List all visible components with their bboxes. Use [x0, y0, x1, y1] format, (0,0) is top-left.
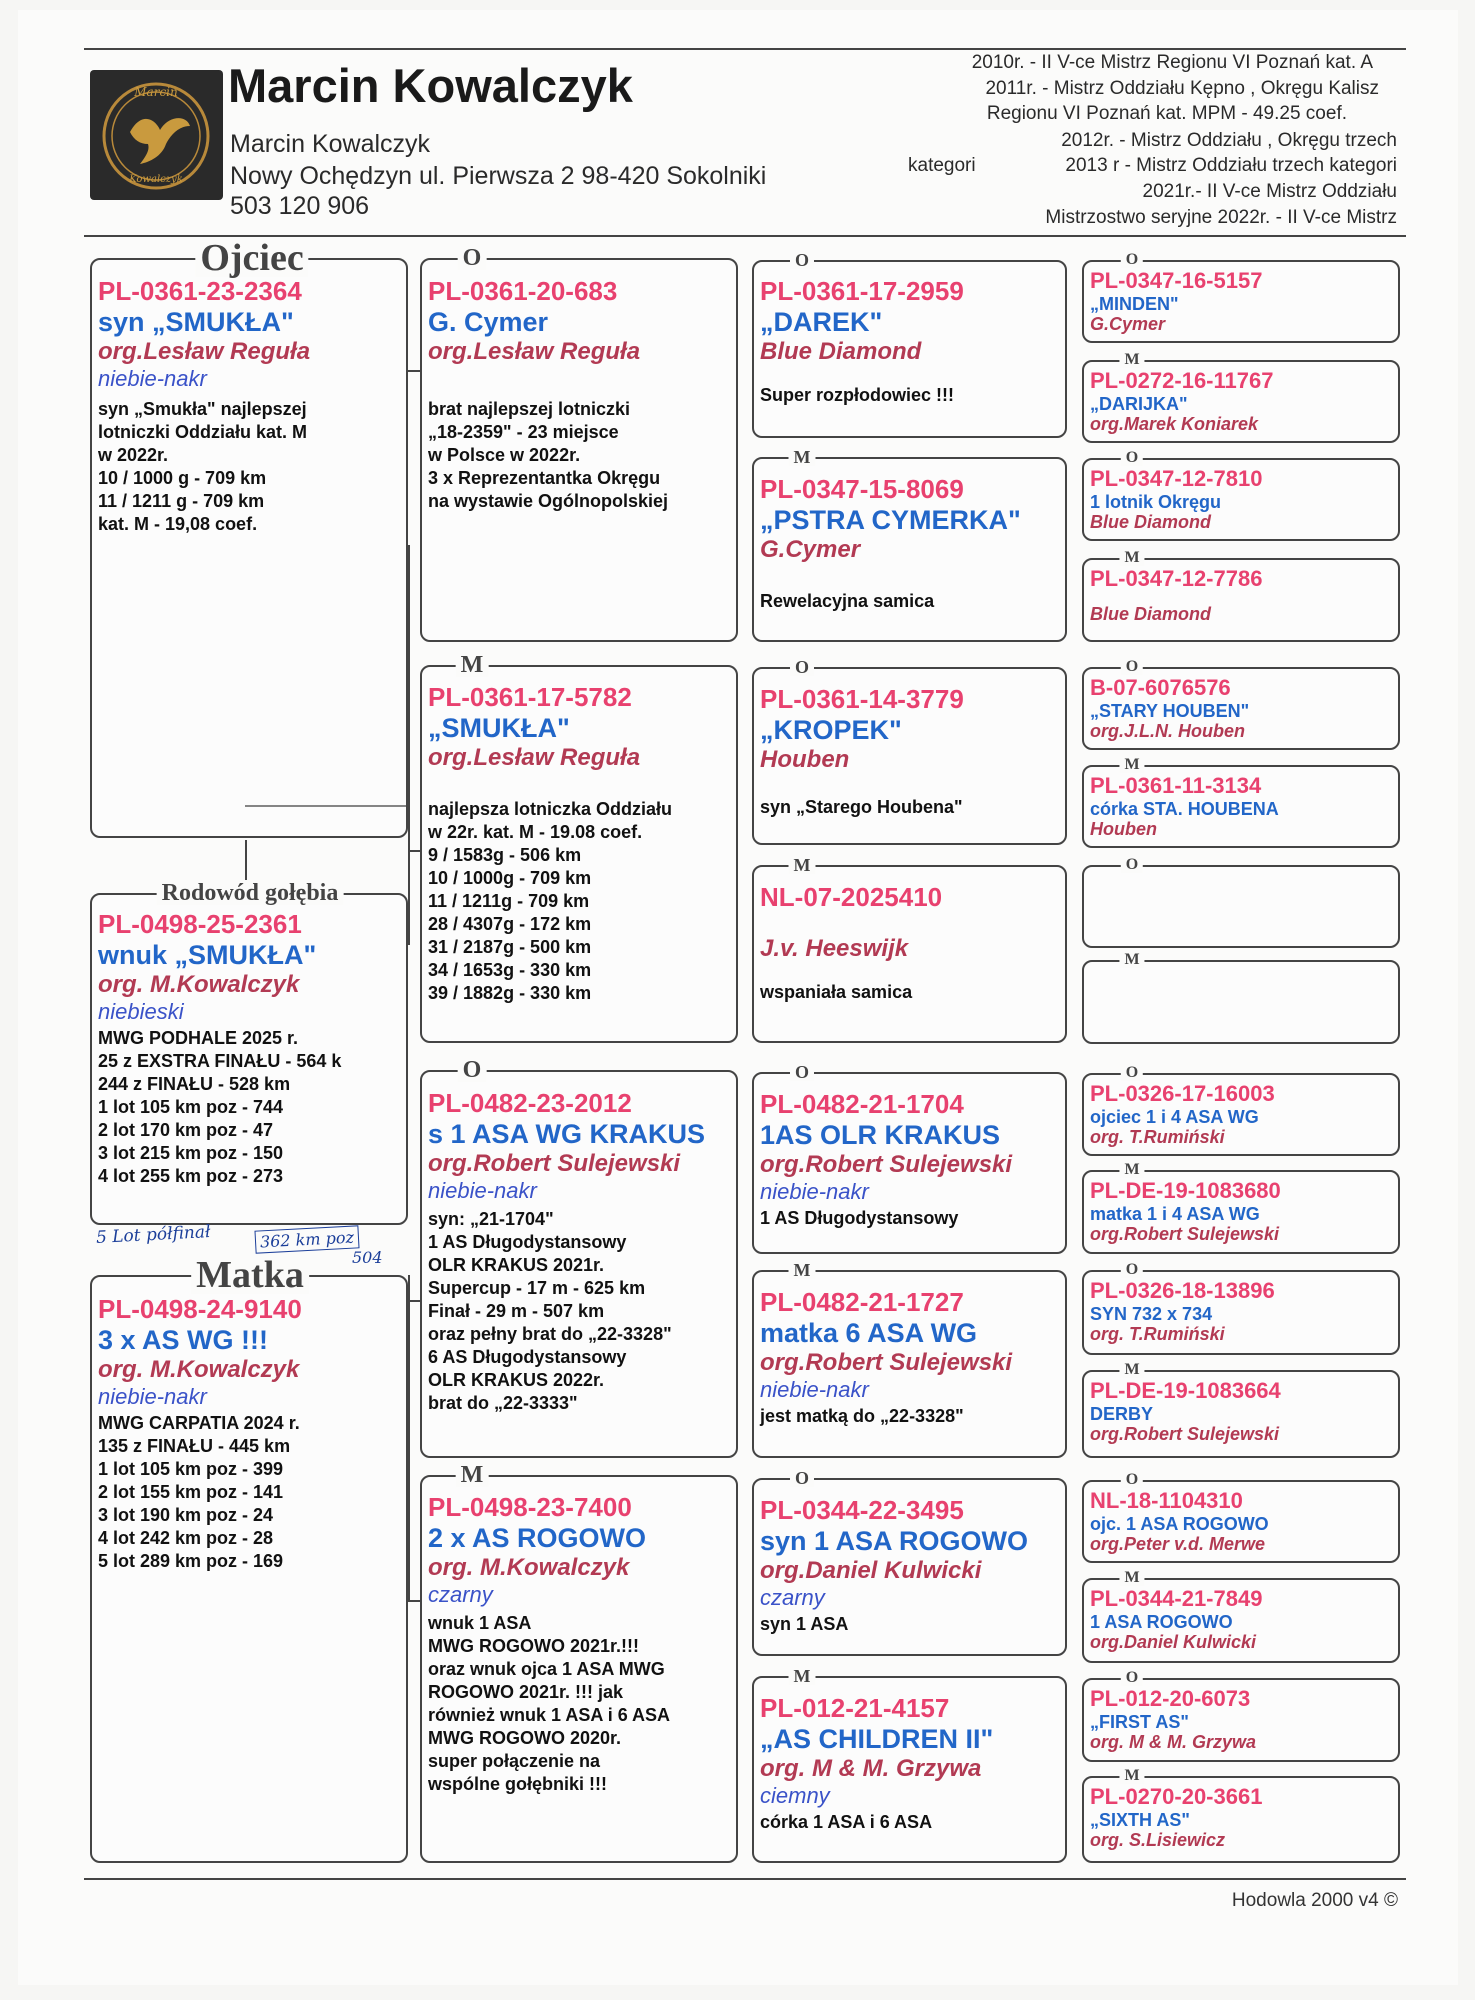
ring-number: NL-18-1104310: [1090, 1488, 1243, 1513]
o-label: O: [790, 251, 814, 269]
ring-number: PL-0326-18-13896: [1090, 1278, 1275, 1303]
pigeon-name: „FIRST AS": [1090, 1712, 1189, 1732]
father-label: Ojciec: [195, 239, 308, 277]
software-footer: Hodowla 2000 v4 ©: [1231, 1890, 1398, 1911]
o-label: O: [1121, 857, 1143, 873]
pigeon-name: 3 x AS WG !!!: [98, 1325, 269, 1355]
pigeon-name: syn „SMUKŁA": [98, 307, 294, 337]
m-label: M: [1119, 352, 1144, 368]
pigeon-notes: wnuk 1 ASA MWG ROGOWO 2021r.!!! oraz wnuk ojca 1 ASA MWG ROGOWO 2021r. !!! jak również wnuk 1 ASA i 6 ASA MWG ROGOWO 2020r. super połączenie na wspólne gołębniki !!!: [428, 1613, 671, 1794]
achievement-line: 2011r. - Mistrz Oddziału Kępno , Okręgu Kalisz: [985, 78, 1379, 99]
pigeon-fmf: [752, 680, 1067, 845]
connector: [245, 840, 247, 880]
pigeon-notes: syn 1 ASA: [760, 1614, 849, 1634]
pigeon-name: „DARIJKA": [1090, 394, 1188, 414]
pigeon-mfm: [752, 1283, 1067, 1458]
breeder: org. M.Kowalczyk: [428, 1554, 630, 1581]
breeder: org.Robert Sulejewski: [760, 1151, 1013, 1178]
pigeon-notes: Rewelacyjna samica: [760, 591, 935, 611]
achievement-line: 2021r.- II V-ce Mistrz Oddziału: [1142, 181, 1397, 202]
pigeon-name: wnuk „SMUKŁA": [98, 940, 317, 970]
pigeon-g4: [1082, 564, 1400, 642]
breeder: org. S.Lisiewicz: [1090, 1830, 1226, 1850]
plumage-color: niebie-nakr: [98, 1384, 207, 1409]
breeder: G.Cymer: [1090, 314, 1166, 334]
pigeon-father: [90, 272, 408, 838]
o-label: O: [1121, 1670, 1143, 1686]
pigeon-name: ojciec 1 i 4 ASA WG: [1090, 1107, 1259, 1127]
pigeon-name: SYN 732 x 734: [1090, 1304, 1213, 1324]
o-label: O: [790, 1469, 814, 1487]
breeder: org. T.Rumiński: [1090, 1127, 1225, 1147]
ring-number: PL-0344-21-7849: [1090, 1586, 1263, 1611]
breeder: org.Lesław Reguła: [98, 338, 311, 365]
pigeon-fff: [752, 272, 1067, 438]
m-label: M: [1119, 1570, 1144, 1586]
achievement-line: kategori: [908, 155, 976, 176]
breeder: Houben: [760, 746, 850, 773]
breeder: org.Daniel Kulwicki: [1090, 1632, 1257, 1652]
o-label: O: [458, 246, 487, 270]
breeder: org.Daniel Kulwicki: [760, 1557, 982, 1584]
ring-number: PL-0498-23-7400: [428, 1492, 632, 1522]
o-label: O: [1121, 450, 1143, 466]
owner-address: Nowy Ochędzyn ul. Pierwsza 2 98-420 Sokolniki: [230, 162, 767, 190]
pigeon-ff: [420, 272, 738, 642]
breeder: Blue Diamond: [760, 338, 922, 365]
pigeon-name: s 1 ASA WG KRAKUS: [428, 1119, 706, 1149]
m-label: M: [789, 448, 816, 466]
svg-text:Marcin: Marcin: [134, 85, 178, 99]
breeder: org.Peter v.d. Merwe: [1090, 1534, 1266, 1554]
pedigree-label: Rodowód gołębia: [157, 881, 344, 905]
breeder: Blue Diamond: [1090, 604, 1212, 624]
breeder: org.Robert Sulejewski: [1090, 1224, 1280, 1244]
g8-box: [1082, 960, 1400, 1044]
dove-logo-icon: [90, 70, 223, 200]
pigeon-mmm: [752, 1689, 1067, 1863]
pigeon-notes: najlepsza lotniczka Oddziału w 22r. kat. M - 19.08 coef. 9 / 1583g - 506 km 10 / 1000g - 709 km 11 / 1211g - 709 km 28 / 4307g - 172 km 31 / 2187g - 500 km 34 / 1653g - 330 km 39 / 1882g - 330 km: [428, 799, 673, 1003]
ring-number: PL-0482-23-2012: [428, 1088, 632, 1118]
pigeon-mf: [420, 1084, 738, 1458]
pigeon-g2: [1082, 366, 1400, 443]
breeder: org.Robert Sulejewski: [1090, 1424, 1280, 1444]
ring-number: PL-0498-25-2361: [98, 909, 302, 939]
pigeon-g6: [1082, 771, 1400, 848]
pigeon-notes: brat najlepszej lotniczki „18-2359" - 23 miejsce w Polsce w 2022r. 3 x Reprezentantka Okręgu na wystawie Ogólnopolskiej: [428, 399, 669, 511]
svg-text:Kowalczyk: Kowalczyk: [129, 174, 183, 185]
pigeon-g5: [1082, 673, 1400, 750]
pigeon-name: 2 x AS ROGOWO: [428, 1523, 647, 1553]
pigeon-name: matka 1 i 4 ASA WG: [1090, 1204, 1260, 1224]
pigeon-notes: Super rozpłodowiec !!!: [760, 385, 955, 405]
pigeon-mm: [420, 1488, 738, 1863]
pigeon-g12: [1082, 1376, 1400, 1458]
o-label: O: [790, 1063, 814, 1081]
pigeon-notes: 1 AS Długodystansowy: [760, 1208, 959, 1228]
achievement-line: 2012r. - Mistrz Oddziału , Okręgu trzech: [1061, 130, 1397, 151]
ring-number: PL-0347-12-7786: [1090, 566, 1263, 591]
owner-phone: 503 120 906: [230, 192, 370, 220]
ring-number: PL-0482-21-1727: [760, 1287, 964, 1317]
o-label: O: [1121, 1065, 1143, 1081]
handwritten-position: 504: [352, 1248, 383, 1267]
breeder: org. M & M. Grzywa: [760, 1755, 982, 1782]
m-label: M: [1119, 1362, 1144, 1378]
m-label: M: [1119, 1768, 1144, 1784]
m-label: M: [456, 1463, 489, 1487]
plumage-color: ciemny: [760, 1783, 830, 1808]
pigeon-name: G. Cymer: [428, 307, 549, 337]
plumage-color: niebie-nakr: [760, 1377, 869, 1402]
handwritten-km: 362 km poz: [254, 1225, 359, 1253]
ring-number: PL-0270-20-3661: [1090, 1784, 1263, 1809]
o-label: O: [1121, 1472, 1143, 1488]
top-rule: [84, 48, 1406, 50]
plumage-color: niebie-nakr: [760, 1179, 869, 1204]
o-label: O: [1121, 252, 1143, 268]
pigeon-notes: wspaniała samica: [760, 982, 913, 1002]
handwritten-note: 5 Lot półfinał: [95, 1222, 211, 1248]
pigeon-g14: [1082, 1584, 1400, 1663]
loft-logo: [90, 70, 223, 200]
connector: [408, 850, 420, 852]
pigeon-g10: [1082, 1176, 1400, 1254]
ring-number: PL-0272-16-11767: [1090, 368, 1274, 393]
m-label: M: [456, 653, 489, 677]
connector: [408, 370, 420, 372]
breeder: org.Lesław Reguła: [428, 338, 641, 365]
pigeon-mother: [90, 1290, 408, 1863]
pigeon-name: „AS CHILDREN II": [760, 1724, 994, 1754]
breeder: org. M & M. Grzywa: [1090, 1732, 1257, 1752]
pigeon-g9: [1082, 1079, 1400, 1156]
breeder: org.Robert Sulejewski: [760, 1349, 1013, 1376]
breeder: org. M.Kowalczyk: [98, 1356, 300, 1383]
o-label: O: [458, 1058, 487, 1082]
owner-name: Marcin Kowalczyk: [230, 130, 431, 158]
achievement-line: Mistrzostwo seryjne 2022r. - II V-ce Mistrz: [1045, 207, 1397, 228]
achievement-line: 2013 r - Mistrz Oddziału trzech kategori: [1065, 155, 1397, 176]
pigeon-name: DERBY: [1090, 1404, 1154, 1424]
pigeon-g3: [1082, 464, 1400, 541]
m-label: M: [789, 1261, 816, 1279]
ring-number: PL-0361-20-683: [428, 276, 618, 306]
pigeon-name: „STARY HOUBEN": [1090, 701, 1250, 721]
plumage-color: czarny: [428, 1582, 493, 1607]
connector: [408, 1300, 420, 1302]
plumage-color: niebieski: [98, 999, 184, 1024]
breeder: org. T.Rumiński: [1090, 1324, 1225, 1344]
breeder: org.Marek Koniarek: [1090, 414, 1259, 434]
pigeon-notes: syn: „21-1704" 1 AS Długodystansowy OLR KRAKUS 2021r. Supercup - 17 m - 625 km Finał - 29 m - 507 km oraz pełny brat do „22-3328" 6 AS Długodystansowy OLR KRAKUS 2022r. brat do „22-3333": [428, 1209, 672, 1413]
pigeon-notes: MWG PODHALE 2025 r. 25 z EXSTRA FINAŁU - 564 k 244 z FINAŁU - 528 km 1 lot 105 km poz - 744 2 lot 170 km poz - 47 3 lot 215 km poz - 150 4 lot 255 km poz - 273: [98, 1028, 342, 1186]
achievement-line: 2010r. - II V-ce Mistrz Regionu VI Poznań kat. A: [971, 52, 1373, 73]
m-label: M: [789, 1667, 816, 1685]
pigeon-g1: [1082, 266, 1400, 343]
m-label: M: [1119, 757, 1144, 773]
breeder: Blue Diamond: [1090, 512, 1212, 532]
ring-number: PL-0326-17-16003: [1090, 1081, 1275, 1106]
mother-label: Matka: [191, 1256, 309, 1294]
ring-number: PL-0361-11-3134: [1090, 773, 1262, 798]
ring-number: PL-0361-17-2959: [760, 276, 964, 306]
ring-number: PL-0347-16-5157: [1090, 268, 1263, 293]
ring-number: PL-0482-21-1704: [760, 1089, 964, 1119]
pigeon-subject: [90, 905, 408, 1225]
ring-number: NL-07-2025410: [760, 882, 943, 912]
pigeon-name: „MINDEN": [1090, 294, 1179, 314]
ring-number: PL-DE-19-1083680: [1090, 1178, 1281, 1203]
o-label: O: [1121, 659, 1143, 675]
m-label: M: [1119, 550, 1144, 566]
ring-number: PL-DE-19-1083664: [1090, 1378, 1281, 1403]
pigeon-g16: [1082, 1782, 1400, 1863]
pigeon-mff: [752, 1085, 1067, 1254]
ring-number: PL-0361-17-5782: [428, 682, 632, 712]
m-label: M: [1119, 952, 1144, 968]
m-label: M: [789, 856, 816, 874]
plumage-color: niebie-nakr: [98, 366, 207, 391]
pigeon-name: 1AS OLR KRAKUS: [760, 1120, 1001, 1150]
ring-number: PL-0344-22-3495: [760, 1495, 964, 1525]
breeder: org. M.Kowalczyk: [98, 971, 300, 998]
pigeon-notes: syn „Smukła" najlepszej lotniczki Oddziału kat. M w 2022r. 10 / 1000 g - 709 km 11 / 1211 g - 709 km kat. M - 19,08 coef.: [98, 399, 308, 534]
pigeon-g11: [1082, 1276, 1400, 1355]
ring-number: PL-0361-23-2364: [98, 276, 302, 306]
bottom-rule: [84, 1878, 1406, 1880]
pigeon-name: 1 ASA ROGOWO: [1090, 1612, 1233, 1632]
ring-number: PL-0347-15-8069: [760, 474, 964, 504]
g7-box: [1082, 865, 1400, 948]
pigeon-notes: jest matką do „22-3328": [760, 1406, 964, 1426]
connector: [408, 1600, 420, 1602]
pigeon-name: 1 lotnik Okręgu: [1090, 492, 1222, 512]
o-label: O: [1121, 1262, 1143, 1278]
pigeon-name: „SMUKŁA": [428, 713, 570, 743]
connector: [408, 1275, 410, 1600]
ring-number: PL-0361-14-3779: [760, 684, 964, 714]
pigeon-notes: MWG CARPATIA 2024 r. 135 z FINAŁU - 445 km 1 lot 105 km poz - 399 2 lot 155 km poz - 141 3 lot 190 km poz - 24 4 lot 242 km poz - 28 5 lot 289 km poz - 169: [98, 1413, 300, 1571]
ring-number: B-07-6076576: [1090, 675, 1231, 700]
connector: [408, 545, 410, 945]
pigeon-name: syn 1 ASA ROGOWO: [760, 1526, 1029, 1556]
plumage-color: czarny: [760, 1585, 825, 1610]
breeder: org.Robert Sulejewski: [428, 1150, 681, 1177]
pigeon-name: ojc. 1 ASA ROGOWO: [1090, 1514, 1269, 1534]
pigeon-notes: córka 1 ASA i 6 ASA: [760, 1812, 933, 1832]
pigeon-name: córka STA. HOUBENA: [1090, 799, 1279, 819]
breeder: org.J.L.N. Houben: [1090, 721, 1245, 741]
owner-title: Marcin Kowalczyk: [228, 59, 633, 112]
breeder: G.Cymer: [760, 536, 861, 563]
pigeon-ffm: [752, 470, 1067, 642]
m-label: M: [1119, 1162, 1144, 1178]
pigeon-g13: [1082, 1486, 1400, 1563]
pigeon-name: „DAREK": [760, 307, 883, 337]
ring-number: PL-012-20-6073: [1090, 1686, 1251, 1711]
achievement-line: Regionu VI Poznań kat. MPM - 49.25 coef.: [986, 103, 1347, 124]
pigeon-notes: syn „Starego Houbena": [760, 797, 963, 817]
pigeon-fm: [420, 678, 738, 1043]
pigeon-name: „PSTRA CYMERKA": [760, 505, 1021, 535]
pigeon-name: matka 6 ASA WG: [760, 1318, 978, 1348]
pigeon-mmf: [752, 1491, 1067, 1656]
ring-number: PL-012-21-4157: [760, 1693, 950, 1723]
ring-number: PL-0347-12-7810: [1090, 466, 1263, 491]
breeder: Houben: [1090, 819, 1157, 839]
breeder: org.Lesław Reguła: [428, 744, 641, 771]
pigeon-fmm: [752, 878, 1067, 1043]
pigeon-name: „KROPEK": [760, 715, 902, 745]
pigeon-g15: [1082, 1684, 1400, 1762]
ring-number: PL-0498-24-9140: [98, 1294, 302, 1324]
pigeon-name: „SIXTH AS": [1090, 1810, 1190, 1830]
plumage-color: niebie-nakr: [428, 1178, 537, 1203]
o-label: O: [790, 658, 814, 676]
breeder: J.v. Heeswijk: [760, 935, 909, 962]
